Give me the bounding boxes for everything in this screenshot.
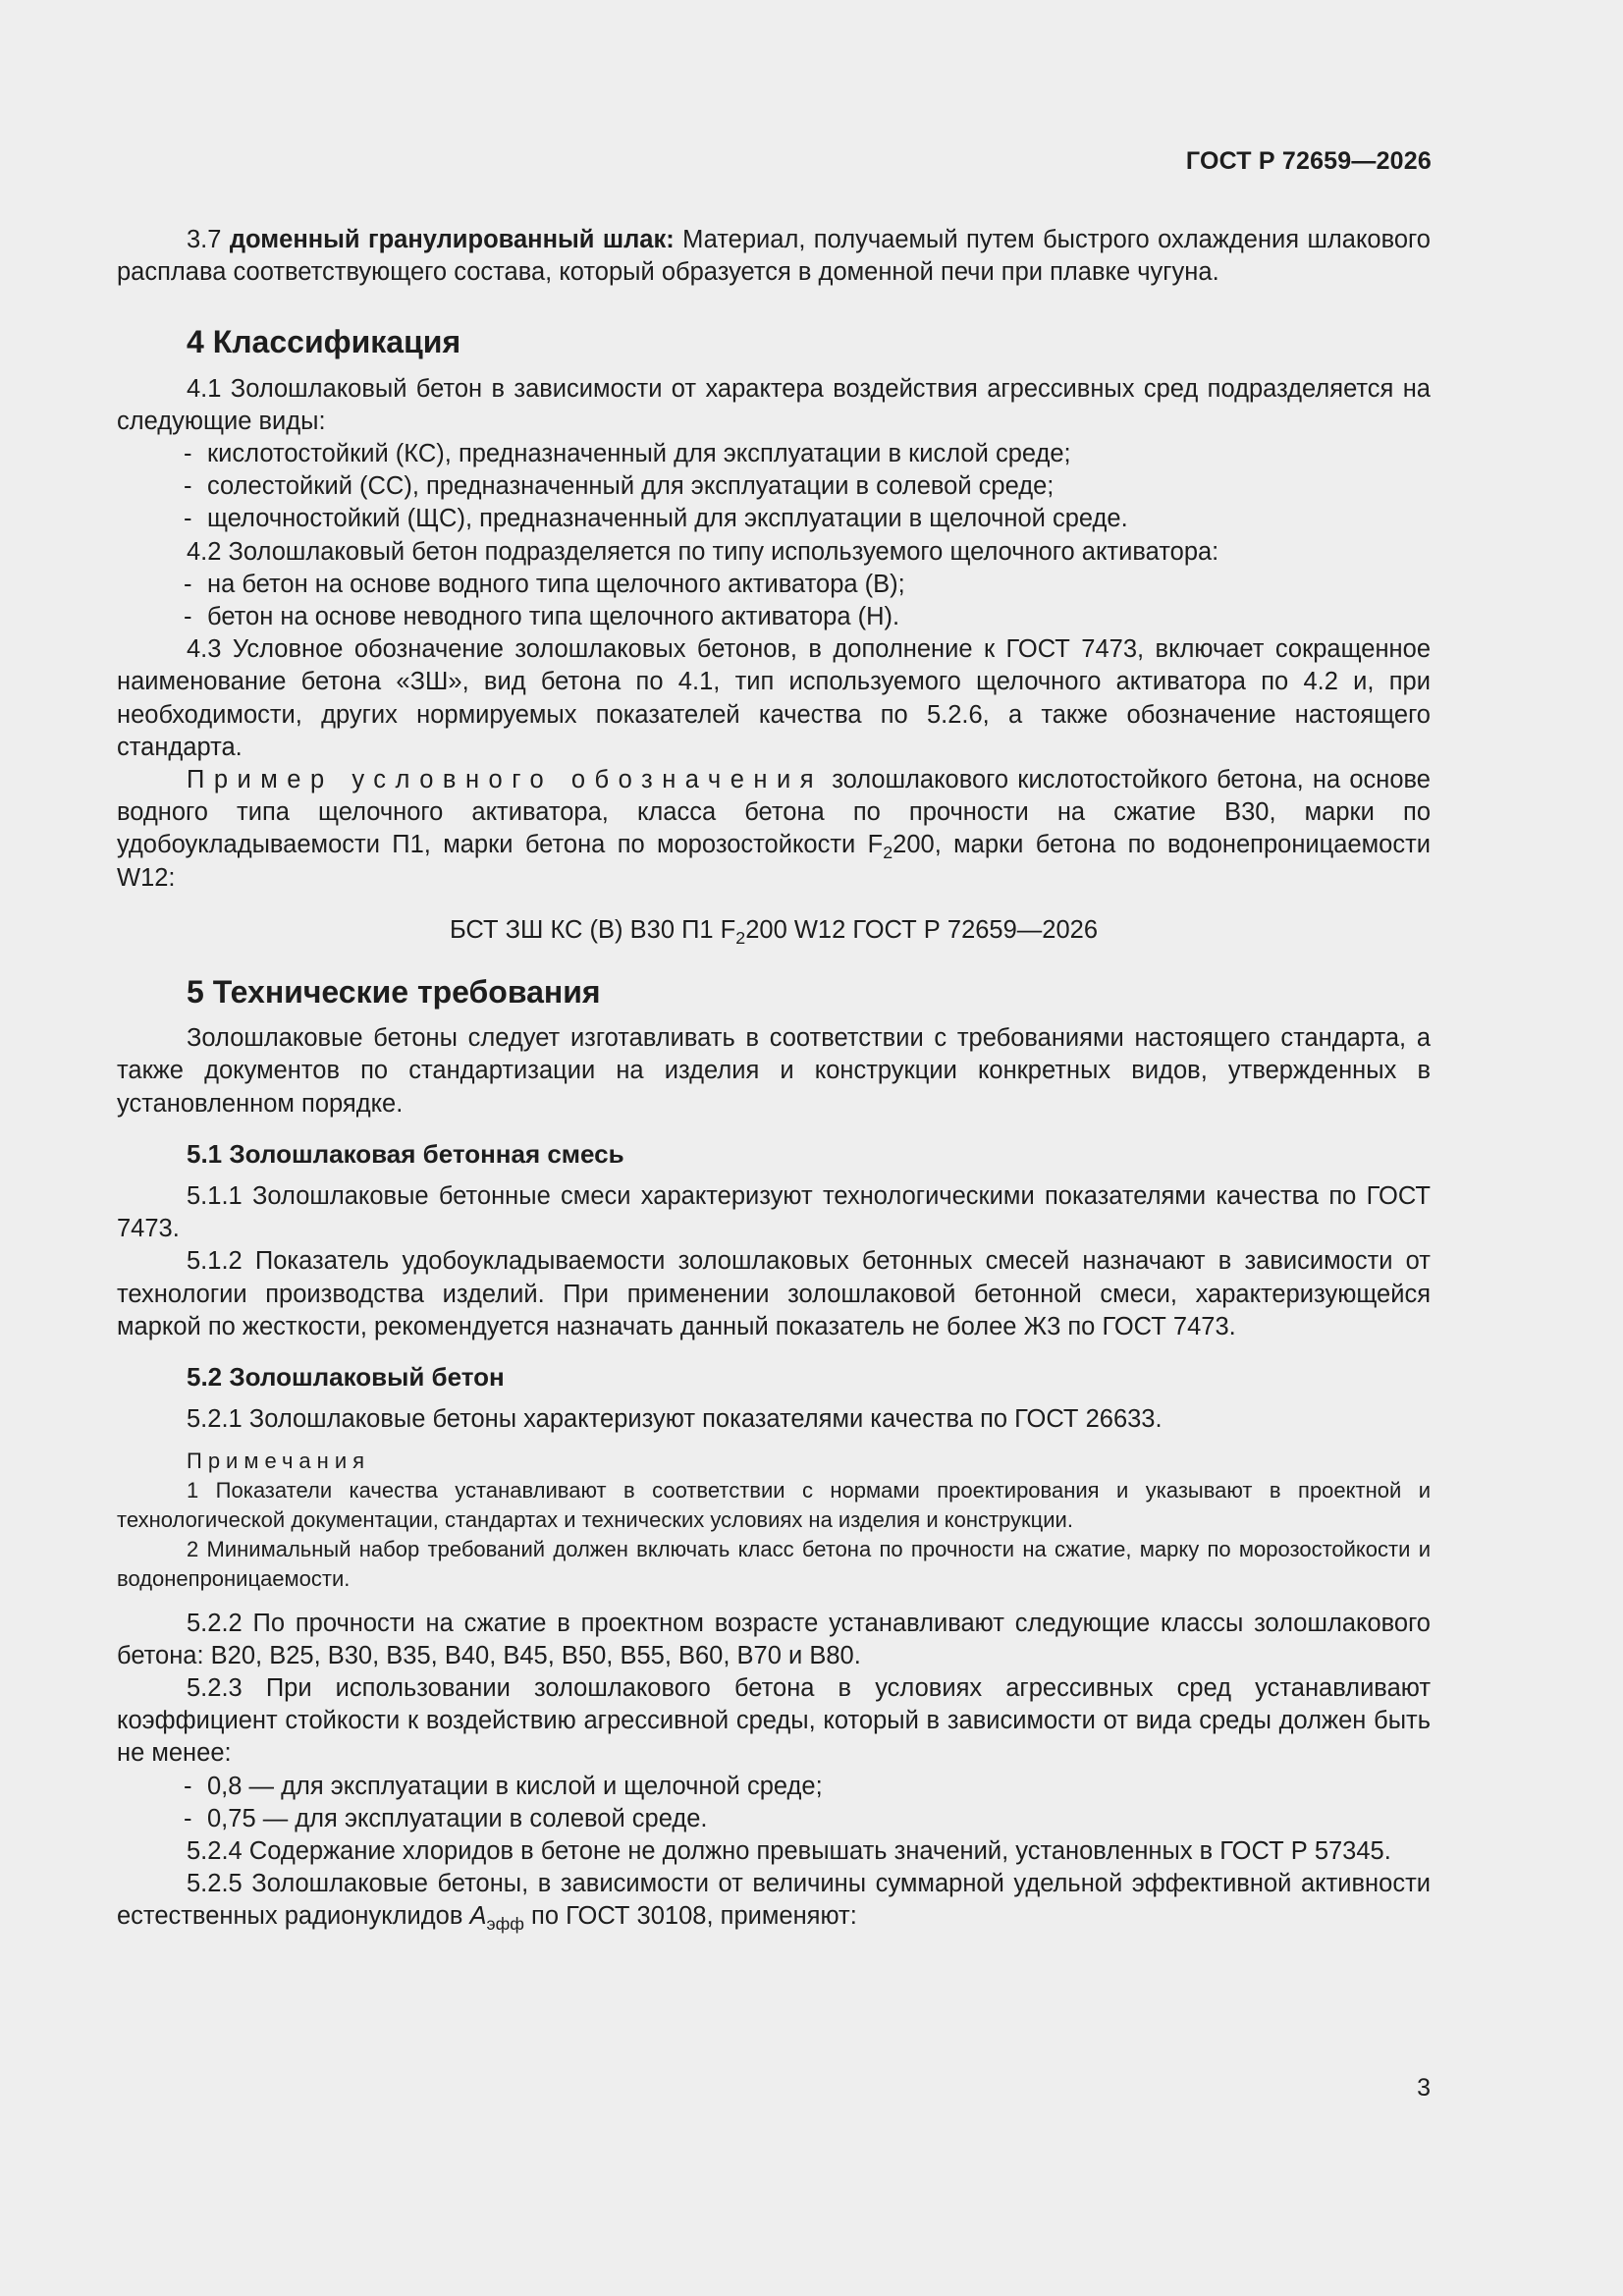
section-5-1-title: 5.1 Золошлаковая бетонная смесь (187, 1138, 624, 1169)
clause-5-2-5: 5.2.5 Золошлаковые бетоны, в зависимости от величины суммарной удельной эффективной активности естественных радионуклидов $А_{эфф}$ по ГОСТ 30108, применяют: (117, 1870, 1431, 1935)
example-label: Пример условного обозначения (187, 766, 824, 794)
list-item: - щелочностойкий (ЩС), предназначенный для эксплуатации в щелочной среде. (184, 505, 1128, 533)
clause-4-2: 4.2 Золошлаковый бетон подразделяется по типу используемого щелочного активатора: (187, 537, 1219, 566)
page-number: 3 (1417, 2074, 1431, 2102)
clause-3-7-num: 3.7 (187, 226, 222, 253)
designation-formula: БСТ ЗШ КС (В) В30 П1 $F_2200$ W12 ГОСТ Р 72659—2026 (449, 915, 1099, 948)
clause-3-7-text: Материал, получаемый путем быстрого охлаждения шлакового расплава соответствующего состава, который образуется в доменной печи при плавке чугуна. (117, 226, 1431, 287)
list-item: - на бетон на основе водного типа щелочного активатора (В); (184, 570, 905, 598)
note-2: 2 Минимальный набор требований должен включать класс бетона по прочности на сжатие, марку по морозостойкости и водонепроницаемости. (117, 1536, 1431, 1591)
clause-5-2-2: 5.2.2 По прочности на сжатие в проектном возрасте устанавливают следующие классы золошлакового бетона: В20, В25, В30, В35, В40, В45, В50, В55, В60, В70 и В80. (117, 1609, 1431, 1669)
clause-4-1: 4.1 Золошлаковый бетон в зависимости от характера воздействия агрессивных сред подразделяется на следующие виды: (117, 374, 1431, 435)
clause-5-2-3: 5.2.3 При использовании золошлакового бетона в условиях агрессивных сред устанавливают коэффициент стойкости к воздействию агрессивной среды, который в зависимости от вида среды должен быть не менее: (117, 1673, 1431, 1768)
page-content (117, 224, 1431, 1934)
list-item: - 0,75 — для эксплуатации в солевой среде. (184, 1804, 708, 1832)
clause-5-2-1: 5.2.1 Золошлаковые бетоны характеризуют показателями качества по ГОСТ 26633. (187, 1405, 1163, 1434)
clause-4-3: 4.3 Условное обозначение золошлаковых бетонов, в дополнение к ГОСТ 7473, включает сокращенное наименование бетона «ЗШ», вид бетона по 4.1, тип используемого щелочного активатора по 4.2 и, при необходимости, других нормируемых показателей качества по 5.2.6, а также обозначение настоящего стандарта. (117, 635, 1431, 761)
section-4-title: 4 Классификация (187, 324, 461, 360)
clause-5-2-4: 5.2.4 Содержание хлоридов в бетоне не должно превышать значений, установленных в ГОСТ Р 57345. (187, 1836, 1391, 1865)
clause-3-7-term: доменный гранулированный шлак: (229, 226, 675, 253)
list-item: - кислотостойкий (КС), предназначенный для эксплуатации в кислой среде; (184, 440, 1071, 468)
clause-5-1-2: 5.1.2 Показатель удобоукладываемости золошлаковых бетонных смесей назначают в зависимости от технологии производства изделий. При применении золошлаковой бетонной смеси, характеризующейся маркой по жесткости, рекомендуется назначать данный показатель не более Ж3 по ГОСТ 7473. (117, 1247, 1431, 1340)
clause-3-7 (117, 224, 1431, 289)
list-item: - бетон на основе неводного типа щелочного активатора (Н). (184, 603, 900, 631)
list-item: - солестойкий (СС), предназначенный для эксплуатации в солевой среде; (184, 472, 1055, 501)
notes-label: Примечания (187, 1448, 371, 1473)
section-5-intro: Золошлаковые бетоны следует изготавливать в соответствии с требованиями настоящего стандарта, а также документов по стандартизации на изделия и конструкции конкретных видов, утвержденных в установленном порядке. (117, 1024, 1431, 1118)
list-item: - 0,8 — для эксплуатации в кислой и щелочной среде; (184, 1772, 823, 1800)
clause-5-1-1: 5.1.1 Золошлаковые бетонные смеси характеризуют технологическими показателями качества по ГОСТ 7473. (117, 1182, 1431, 1243)
section-5-2-title: 5.2 Золошлаковый бетон (187, 1362, 505, 1393)
doc-number-header: ГОСТ Р 72659—2026 (1185, 147, 1432, 175)
designation-example: Пример условного обозначения золошлакового кислотостойкого бетона, на основе водного типа щелочного активатора, класса бетона по прочности на сжатие В30, марки по удобоукладываемости П1, марки бетона по морозостойкости $F_2200$, марки бетона по водонепроницаемости W12: (117, 766, 1432, 892)
note-1: 1 Показатели качества устанавливают в соответствии с нормами проектирования и указывают в проектной и технологической документации, стандартах и технических условиях на изделия и конструкции. (117, 1477, 1431, 1532)
section-5-title: 5 Технические требования (187, 974, 601, 1011)
